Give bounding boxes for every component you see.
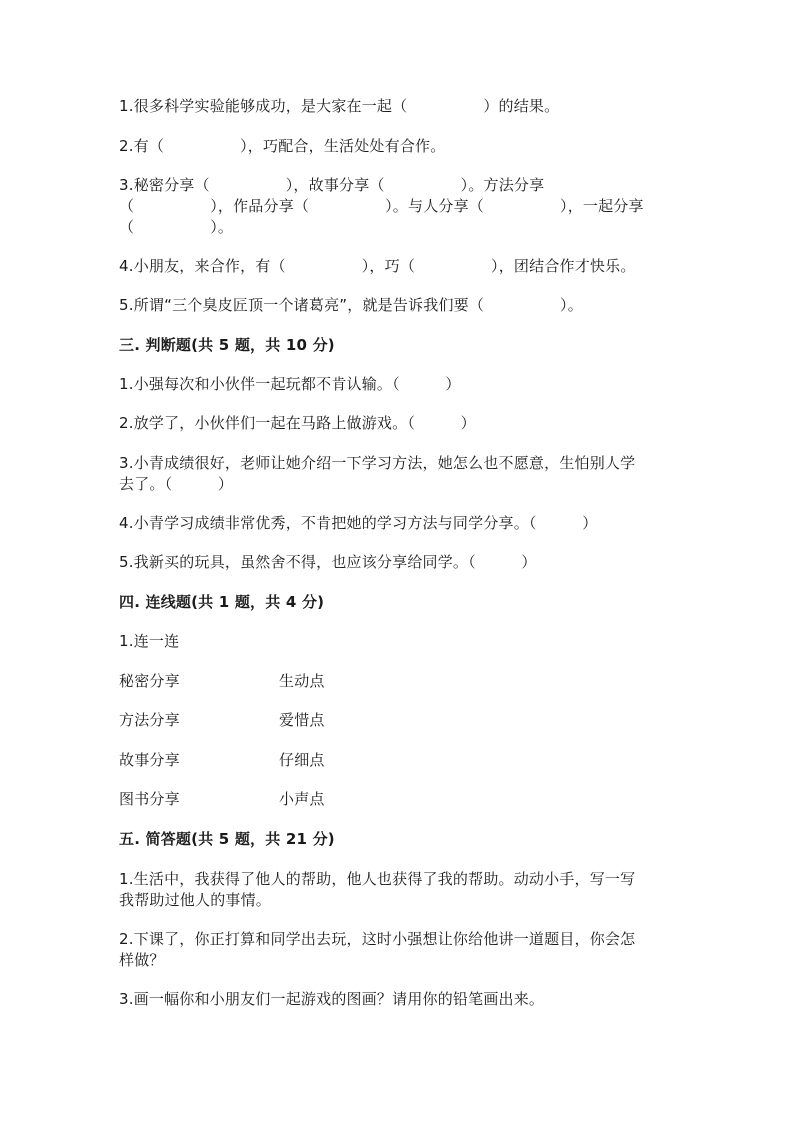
- judge-question-3-line-2: 去了。（ ）: [119, 475, 234, 493]
- short-answer-question-1-line-1: 1.生活中，我获得了他人的帮助，他人也获得了我的帮助。动动小手，写一写: [119, 870, 636, 888]
- judge-question-2: 2.放学了，小伙伴们一起在马路上做游戏。（ ）: [119, 414, 476, 432]
- matching-right-item: 生动点: [279, 672, 325, 690]
- fill-blank-question-1: 1.很多科学实验能够成功，是大家在一起（ ）的结果。: [119, 97, 560, 115]
- section-heading-judge: 三. 判断题(共 5 题，共 10 分): [119, 336, 335, 354]
- short-answer-question-1-line-2: 我帮助过他人的事情。: [119, 891, 272, 909]
- matching-left-item: 图书分享: [119, 790, 180, 808]
- judge-question-5: 5.我新买的玩具，虽然舍不得，也应该分享给同学。（ ）: [119, 553, 537, 571]
- fill-blank-question-2: 2.有（ ），巧配合，生活处处有合作。: [119, 137, 446, 155]
- fill-blank-question-4: 4.小朋友，来合作，有（ ），巧（ ），团结合作才快乐。: [119, 257, 636, 275]
- matching-left-item: 故事分享: [119, 751, 180, 769]
- short-answer-question-2-line-2: 样做？: [119, 951, 165, 969]
- matching-instruction: 1.连一连: [119, 632, 180, 650]
- matching-right-item: 爱惜点: [279, 711, 325, 729]
- matching-right-item: 小声点: [279, 790, 325, 808]
- short-answer-question-3: 3.画一幅你和小朋友们一起游戏的图画？请用你的铅笔画出来。: [119, 990, 545, 1008]
- fill-blank-question-5: 5.所谓“三个臭皮匠顶一个诸葛亮”，就是告诉我们要（ ）。: [119, 296, 583, 314]
- section-heading-short-answer: 五. 简答题(共 5 题，共 21 分): [119, 830, 335, 848]
- judge-question-4: 4.小青学习成绩非常优秀，不肯把她的学习方法与同学分享。（ ）: [119, 514, 598, 532]
- matching-left-item: 秘密分享: [119, 672, 180, 690]
- section-heading-matching: 四. 连线题(共 1 题，共 4 分): [119, 593, 325, 611]
- matching-right-item: 仔细点: [279, 751, 325, 769]
- judge-question-3-line-1: 3.小青成绩很好，老师让她介绍一下学习方法，她怎么也不愿意，生怕别人学: [119, 454, 636, 472]
- fill-blank-question-3-line-2: （ ），作品分享（ ）。与人分享（ ），一起分享: [119, 197, 644, 215]
- judge-question-1: 1.小强每次和小伙伴一起玩都不肯认输。（ ）: [119, 375, 461, 393]
- matching-left-item: 方法分享: [119, 711, 180, 729]
- short-answer-question-2-line-1: 2.下课了，你正打算和同学出去玩，这时小强想让你给他讲一道题目，你会怎: [119, 930, 636, 948]
- fill-blank-question-3-line-1: 3.秘密分享（ ），故事分享（ ）。方法分享: [119, 176, 545, 194]
- fill-blank-question-3-line-3: （ ）。: [119, 218, 234, 236]
